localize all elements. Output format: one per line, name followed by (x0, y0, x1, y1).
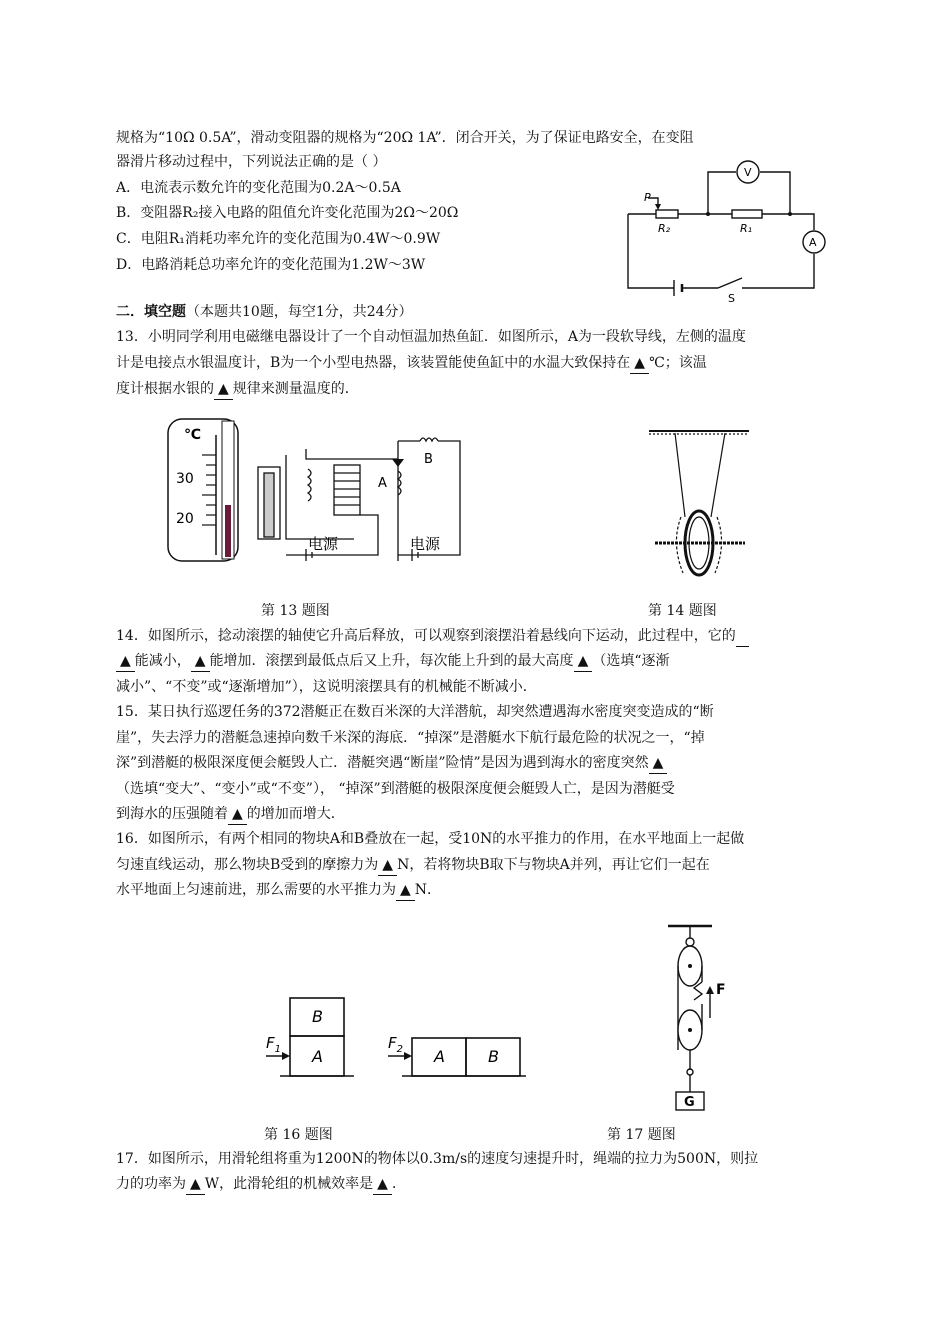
q15-line1: 15．某日执行巡逻任务的372潜艇正在数百米深的大洋潜航，却突然遭遇海水密度突变造成的“断 (116, 704, 714, 720)
caption-figure-14: 第 14 题图 (648, 603, 717, 619)
circuit-diagram (618, 158, 833, 308)
q12-option-a: A．电流表示数允许的变化范围为0.2A～0.5A (116, 180, 401, 196)
answer-blank: ▲ (214, 379, 233, 400)
force-f1-label: $F_1$ (266, 1034, 282, 1055)
q13-line1: 13．小明同学利用电磁继电器设计了一个自动恒温加热鱼缸．如图所示，A为一段软导线，左侧的温度 (116, 329, 746, 345)
block-b-side: B (488, 1047, 499, 1066)
weight-label: G (684, 1095, 695, 1110)
voltmeter-label: V (744, 166, 752, 179)
answer-blank: ▲ (649, 753, 668, 774)
power-source-1: 电源 (308, 535, 339, 553)
q16-line2: 匀速直线运动，那么物块B受到的摩擦力为 ▲ N，若将物块B取下与物块A并列，再让它们一起在 (116, 855, 710, 876)
soft-wire-label: A (378, 476, 387, 491)
figure-14-maxwell-wheel (645, 425, 755, 585)
q13-line2: 计是电接点水银温度计，B为一个小型电热器，该装置能使鱼缸中的水温大致保持在 ▲ ℃；该温 (116, 353, 707, 374)
answer-blank: ▲ (574, 651, 593, 672)
thermometer-unit: ℃ (184, 427, 201, 443)
answer-blank: ▲ (191, 651, 210, 672)
block-b-stacked: B (312, 1007, 323, 1026)
answer-blank: ▲ (228, 804, 247, 825)
slider-p-label: P (644, 191, 651, 204)
q15-line4: （选填“变大”、“变小”或“不变”）， “掉深”到潜艇的极限深度便会艇毁人亡，是因为潜艇受 (116, 781, 675, 797)
q14-line1: 14．如图所示，捻动滚摆的轴使它升高后释放，可以观察到滚摆沿着悬线向下运动，此过程中，它的 (116, 626, 749, 647)
ammeter-label: A (809, 236, 817, 249)
heater-label: B (424, 452, 433, 467)
figure-13-relay-circuit (166, 415, 466, 565)
q12-option-c: C．电阻R₁消耗功率允许的变化范围为0.4W～0.9W (116, 231, 441, 247)
block-a-side: A (434, 1047, 445, 1066)
section-heading (116, 302, 413, 322)
q12-option-b: B．变阻器R₂接入电路的阻值允许变化范围为2Ω～20Ω (116, 205, 459, 221)
answer-blank: ▲ (373, 1174, 392, 1195)
q15-line3: 深”到潜艇的极限深度便会艇毁人亡．潜艇突遇“断崖”险情”是因为遇到海水的密度突然 ▲ (116, 753, 667, 774)
switch-label: S (728, 292, 735, 305)
force-f2-label: $F_2$ (388, 1034, 404, 1055)
figure-17-pulley (648, 920, 738, 1115)
section-title: 二．填空题 (116, 304, 186, 320)
block-a-stacked: A (312, 1047, 323, 1066)
q14-line3: 减小”、“不变”或“逐渐增加”），这说明滚摆具有的机械能不断减小． (116, 679, 537, 695)
answer-blank: ▲ (396, 880, 415, 901)
caption-figure-17: 第 17 题图 (607, 1127, 676, 1143)
caption-figure-13: 第 13 题图 (261, 603, 330, 619)
r2-label: R₂ (658, 222, 671, 235)
q15-line2: 崖”，失去浮力的潜艇急速掉向数千米深的海底．“掉深”是潜艇水下航行最危险的状况之一，“掉 (116, 730, 705, 746)
q12-option-d: D．电路消耗总功率允许的变化范围为1.2W～3W (116, 257, 426, 273)
caption-figure-16: 第 16 题图 (264, 1127, 333, 1143)
r1-label: R₁ (740, 222, 753, 235)
power-source-2: 电源 (410, 535, 441, 553)
q12-line2: 器滑片移动过程中，下列说法正确的是（ ） (116, 154, 387, 170)
figure-16-blocks (262, 990, 532, 1090)
q14-line2: ▲ 能减小， ▲ 能增加．滚摆到最低点后又上升，每次能上升到的最大高度 ▲ （选填“逐渐 (116, 651, 670, 672)
tick-20: 20 (176, 511, 194, 527)
answer-blank: ▲ (630, 353, 649, 374)
q16-line3: 水平地面上匀速前进，那么需要的水平推力为 ▲ N． (116, 880, 441, 901)
q17-line1: 17．如图所示，用滑轮组将重为1200N的物体以0.3m/s的速度匀速提升时，绳端的拉力为500N，则拉 (116, 1151, 759, 1167)
tick-30: 30 (176, 471, 194, 487)
answer-blank: ▲ (116, 651, 135, 672)
q15-line5: 到海水的压强随着 ▲ 的增加而增大． (116, 804, 345, 825)
answer-blank (736, 626, 749, 647)
section-note: （本题共10题，每空1分，共24分） (186, 304, 413, 320)
q17-line2: 力的功率为 ▲ W，此滑轮组的机械效率是 ▲ ． (116, 1174, 406, 1195)
q12-line1: 规格为“10Ω 0.5A”，滑动变阻器的规格为“20Ω 1A”．闭合开关，为了保证电路安全，在变阻 (116, 130, 694, 146)
q13-line3: 度计根据水银的 ▲ 规律来测量温度的． (116, 379, 359, 400)
answer-blank: ▲ (186, 1174, 205, 1195)
pull-force-label: F (716, 982, 726, 998)
answer-blank: ▲ (378, 855, 397, 876)
q16-line1: 16．如图所示，有两个相同的物块A和B叠放在一起，受10N的水平推力的作用，在水平地面上一起做 (116, 831, 745, 847)
